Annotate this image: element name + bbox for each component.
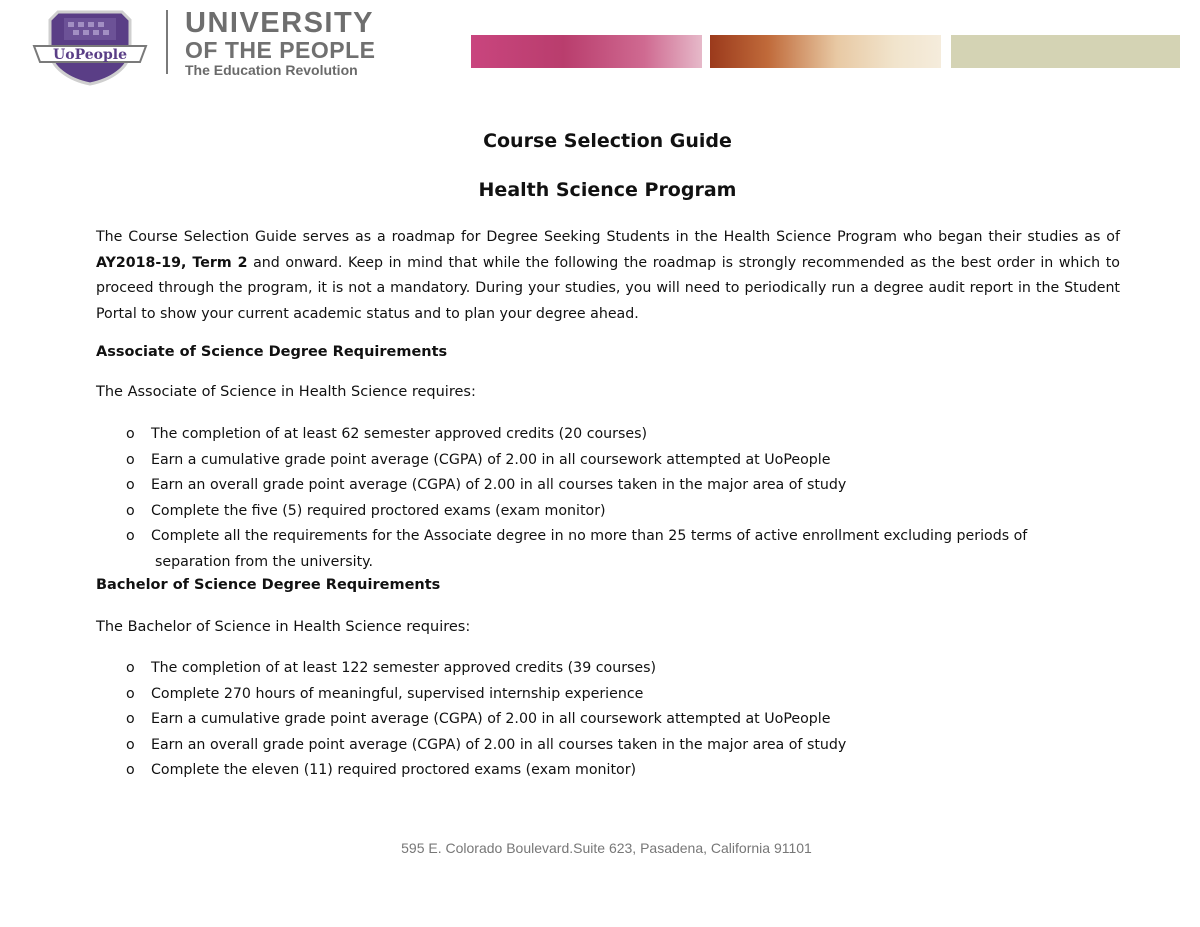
- document-title: Course Selection Guide: [483, 130, 732, 152]
- list-item: [126, 682, 1086, 708]
- list-item-text: Complete all the requirements for the Associate degree in no more than 25 terms of active enrollment excluding periods of: [151, 528, 1028, 545]
- header-banner-image-1: [471, 35, 702, 68]
- associate-requirements-list: [126, 422, 1086, 576]
- intro-text-1: The Course Selection Guide serves as a roadmap for Degree Seeking Students in the Health Science Program who began their studies as of: [96, 229, 1120, 245]
- list-item-text: Earn a cumulative grade point average (CGPA) of 2.00 in all coursework attempted at UoPeople: [151, 451, 831, 468]
- bullet-icon: o: [126, 660, 135, 676]
- bachelor-requirements-list: [126, 656, 1086, 784]
- intro-paragraph: [96, 225, 1120, 327]
- list-item-text: The completion of at least 62 semester approved credits (20 courses): [151, 426, 648, 442]
- header-banner-image-3: [951, 35, 1180, 68]
- list-item: [126, 733, 1086, 759]
- footer-address: 595 E. Colorado Boulevard.Suite 623, Pasadena, California 91101: [401, 840, 812, 856]
- uopeople-logo: [30, 6, 150, 86]
- intro-text-2: and onward. Keep in mind that while the following the roadmap is strongly recommended as the best order in which to proceed through the program, it is not a mandatory. During your studies, you will need to periodically run a degree audit report in the Student Portal to show your current academic status and to plan your degree ahead.: [96, 254, 1120, 322]
- university-wordmark: [185, 8, 376, 79]
- bullet-icon: o: [126, 426, 135, 442]
- bullet-icon: o: [126, 736, 135, 753]
- list-item: [126, 524, 1086, 575]
- bullet-icon: o: [126, 451, 135, 468]
- program-subtitle: Health Science Program: [478, 179, 737, 201]
- intro-term-highlight: AY2018-19, Term 2: [96, 254, 248, 271]
- bullet-icon: o: [126, 502, 135, 519]
- associate-lead: The Associate of Science in Health Science requires:: [96, 384, 476, 400]
- list-item-text: The completion of at least 122 semester approved credits (39 courses): [151, 660, 657, 676]
- list-item: [126, 499, 1086, 525]
- list-item: [126, 422, 1086, 448]
- bullet-icon: o: [126, 528, 135, 545]
- list-item: [126, 758, 1086, 784]
- list-item-text: Complete 270 hours of meaningful, supervised internship experience: [151, 685, 644, 702]
- list-item: [126, 707, 1086, 733]
- list-item: [126, 448, 1086, 474]
- bachelor-lead: The Bachelor of Science in Health Science requires:: [96, 619, 471, 635]
- brand-line-university: UNIVERSITY: [185, 7, 375, 39]
- list-item: [126, 656, 1086, 682]
- list-item: [126, 473, 1086, 499]
- list-item-text: Earn a cumulative grade point average (CGPA) of 2.00 in all coursework attempted at UoPeople: [151, 711, 831, 728]
- logo-badge-text: UoPeople: [53, 47, 127, 63]
- list-item-text-continuation: separation from the university.: [155, 553, 374, 570]
- header-banner-image-2: [710, 35, 941, 68]
- list-item-text: Earn an overall grade point average (CGPA) of 2.00 in all courses taken in the major area of study: [151, 736, 847, 753]
- list-item-text: Complete the eleven (11) required proctored exams (exam monitor): [151, 762, 637, 779]
- bullet-icon: o: [126, 711, 135, 728]
- bullet-icon: o: [126, 477, 135, 494]
- list-item-text: Complete the five (5) required proctored exams (exam monitor): [151, 502, 606, 519]
- bachelor-heading: Bachelor of Science Degree Requirements: [96, 577, 441, 593]
- brand-line-of-the-people: OF THE PEOPLE: [185, 37, 376, 63]
- bullet-icon: o: [126, 762, 135, 779]
- associate-heading: Associate of Science Degree Requirements: [96, 344, 448, 360]
- bullet-icon: o: [126, 685, 135, 702]
- list-item-text: Earn an overall grade point average (CGPA) of 2.00 in all courses taken in the major area of study: [151, 477, 847, 494]
- logo-divider: [166, 10, 168, 74]
- brand-tagline: The Education Revolution: [185, 62, 358, 78]
